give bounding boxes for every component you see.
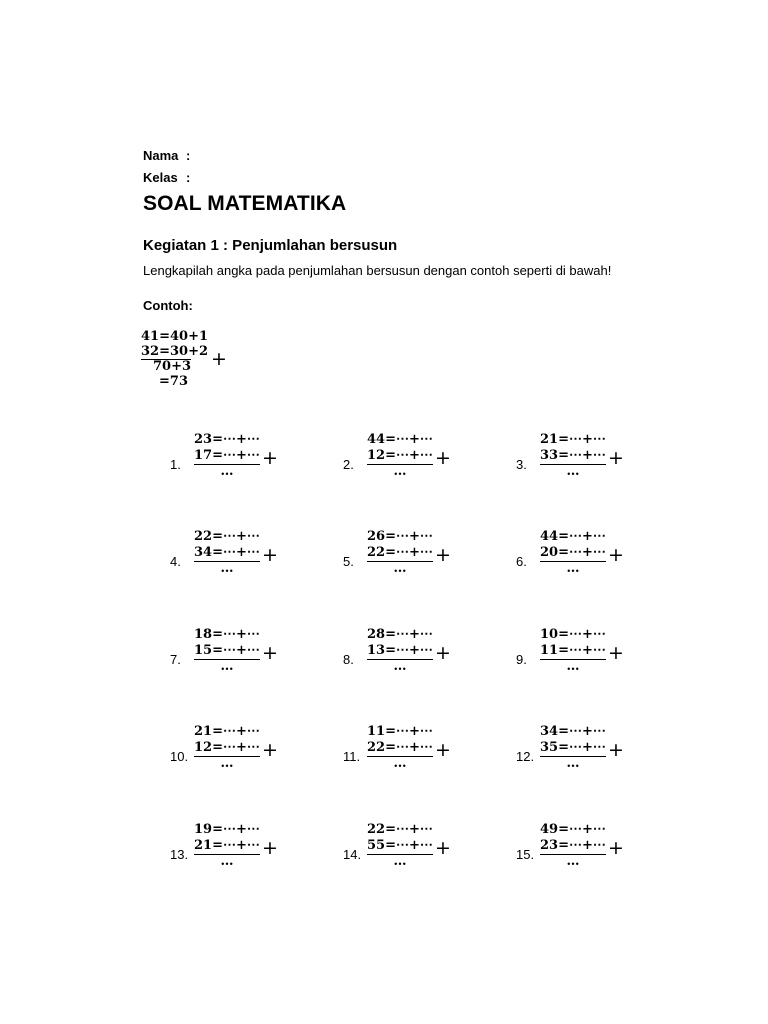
problem-bottom-addend: 11=⋯+⋯ [540,643,606,658]
problem-plus-sign: + [608,544,624,566]
problem-answer-blank: … [220,561,234,576]
problem-bottom-addend: 22=⋯+⋯ [367,545,433,560]
problem-bottom-addend: 22=⋯+⋯ [367,740,433,755]
problem-stack [540,627,606,674]
problem-bottom-addend: 20=⋯+⋯ [540,545,606,560]
problem-number: 3. [516,457,527,472]
problem-item [516,822,656,872]
problem-item [343,529,483,579]
page-title: SOAL MATEMATIKA [143,192,347,215]
problem-plus-sign: + [608,837,624,859]
problem-stack [540,724,606,771]
problem-bottom-addend: 23=⋯+⋯ [540,838,606,853]
example-result: =73 [159,373,188,389]
problem-plus-sign: + [608,739,624,761]
problem-item [343,724,483,774]
problem-plus-sign: + [262,544,278,566]
problem-stack [367,724,433,771]
problem-item [343,627,483,677]
problem-answer-blank: … [393,756,407,771]
problem-stack [194,432,260,479]
problem-answer-blank: … [393,854,407,869]
problem-answer-blank: … [393,464,407,479]
problem-top-addend: 44=⋯+⋯ [367,432,433,447]
problem-plus-sign: + [262,739,278,761]
example-sum: 70+3 [141,359,191,375]
problem-plus-sign: + [262,642,278,664]
problem-answer-blank: … [220,464,234,479]
example-block [141,330,241,389]
problem-bottom-addend: 33=⋯+⋯ [540,448,606,463]
problem-top-addend: 22=⋯+⋯ [194,529,260,544]
problem-stack [540,432,606,479]
problem-item [170,529,310,579]
problem-top-addend: 21=⋯+⋯ [540,432,606,447]
problem-bottom-addend: 17=⋯+⋯ [194,448,260,463]
problem-stack [367,529,433,576]
class-colon: : [186,170,191,185]
problem-plus-sign: + [262,837,278,859]
name-label: Nama [143,148,179,163]
class-field-line [143,170,190,185]
problem-item [516,724,656,774]
problem-stack [194,822,260,869]
example-plus-sign: + [211,348,227,370]
problem-stack [367,627,433,674]
problem-plus-sign: + [435,739,451,761]
problem-plus-sign: + [435,544,451,566]
problem-number: 10. [170,749,189,764]
problem-plus-sign: + [262,447,278,469]
problem-answer-blank: … [566,464,580,479]
problem-bottom-addend: 35=⋯+⋯ [540,740,606,755]
problem-number: 6. [516,554,527,569]
class-label: Kelas [143,170,178,185]
example-label: Contoh: [143,298,193,313]
problem-number: 13. [170,847,189,862]
problem-top-addend: 21=⋯+⋯ [194,724,260,739]
problem-item [343,432,483,482]
problem-answer-blank: … [220,659,234,674]
problem-plus-sign: + [608,447,624,469]
problem-item [516,432,656,482]
activity-title: Kegiatan 1 : Penjumlahan bersusun [143,237,398,254]
example-line-1: 41=40+1 [141,329,209,344]
problem-stack [367,822,433,869]
name-colon: : [186,148,191,163]
problem-number: 15. [516,847,535,862]
problem-stack [194,529,260,576]
problem-top-addend: 28=⋯+⋯ [367,627,433,642]
problem-number: 1. [170,457,181,472]
problem-item [170,432,310,482]
problem-top-addend: 26=⋯+⋯ [367,529,433,544]
problem-number: 11. [343,749,361,764]
problem-answer-blank: … [220,854,234,869]
problem-item [343,822,483,872]
problem-item [170,724,310,774]
problem-answer-blank: … [393,561,407,576]
problem-answer-blank: … [566,854,580,869]
problem-number: 7. [170,652,181,667]
problem-bottom-addend: 13=⋯+⋯ [367,643,433,658]
problem-number: 8. [343,652,354,667]
problem-top-addend: 11=⋯+⋯ [367,724,433,739]
problem-stack [194,627,260,674]
problem-answer-blank: … [566,561,580,576]
problem-stack [194,724,260,771]
example-line-2: 32=30+2 [141,343,209,359]
problem-bottom-addend: 12=⋯+⋯ [194,740,260,755]
problem-top-addend: 10=⋯+⋯ [540,627,606,642]
problem-number: 2. [343,457,354,472]
activity-instruction: Lengkapilah angka pada penjumlahan bersusun dengan contoh seperti di bawah! [143,263,612,278]
problem-top-addend: 22=⋯+⋯ [367,822,433,837]
problem-top-addend: 44=⋯+⋯ [540,529,606,544]
problem-plus-sign: + [435,837,451,859]
problem-answer-blank: … [393,659,407,674]
problem-top-addend: 49=⋯+⋯ [540,822,606,837]
problem-answer-blank: … [220,756,234,771]
problem-bottom-addend: 34=⋯+⋯ [194,545,260,560]
problem-plus-sign: + [435,642,451,664]
problem-number: 14. [343,847,362,862]
problem-number: 9. [516,652,527,667]
name-field-line [143,148,190,163]
problem-item [170,627,310,677]
problem-stack [367,432,433,479]
problem-number: 4. [170,554,181,569]
problem-number: 5. [343,554,354,569]
problem-bottom-addend: 12=⋯+⋯ [367,448,433,463]
problem-item [170,822,310,872]
problem-bottom-addend: 55=⋯+⋯ [367,838,433,853]
problem-top-addend: 23=⋯+⋯ [194,432,260,447]
problem-item [516,529,656,579]
problem-bottom-addend: 15=⋯+⋯ [194,643,260,658]
problem-stack [540,529,606,576]
problem-plus-sign: + [608,642,624,664]
problem-top-addend: 19=⋯+⋯ [194,822,260,837]
problem-item [516,627,656,677]
problem-top-addend: 34=⋯+⋯ [540,724,606,739]
problem-number: 12. [516,749,535,764]
problem-bottom-addend: 21=⋯+⋯ [194,838,260,853]
problem-plus-sign: + [435,447,451,469]
problem-stack [540,822,606,869]
problem-answer-blank: … [566,756,580,771]
problem-top-addend: 18=⋯+⋯ [194,627,260,642]
problem-answer-blank: … [566,659,580,674]
